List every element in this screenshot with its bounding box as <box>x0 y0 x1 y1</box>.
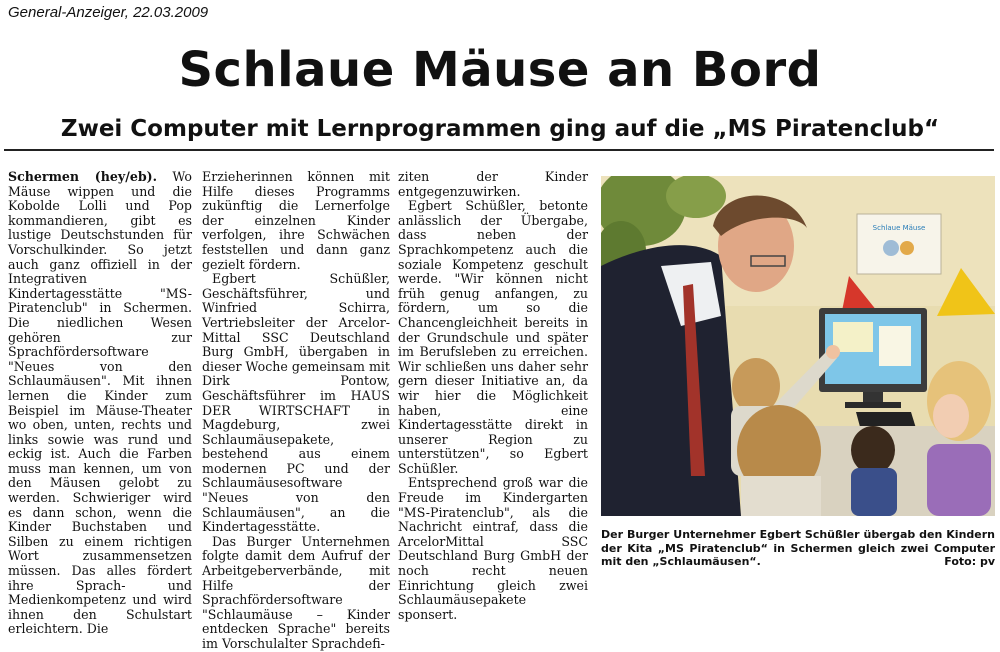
article-photo <box>601 176 995 516</box>
paragraph: Das Burger Unternehmen folgte damit dem Aufruf der Arbeitgeberverbände, mit Hilfe der Sprachfördersoftware "Schlaumäuse – Kinder entdecken Sprache" bereits im Vorschulalter Sprachdefi- <box>202 533 390 651</box>
poster <box>857 214 941 274</box>
child-boy <box>851 426 897 516</box>
divider <box>4 149 994 151</box>
article-column-2 <box>202 170 390 652</box>
photo-illustration <box>601 176 995 516</box>
paragraph: Egbert Schüßler, Geschäftsführer, und Winfried Schirra, Vertriebsleiter der Arcelor-Mittal SSC Deutschland Burg GmbH, übergaben in dieser Woche gemeinsam mit Dirk Pontow, Geschäftsführer im HAUS DER WIRTSCHAFT in Magdeburg, zwei Schlaumäusepakete, bestehend aus einem modernen PC und der Schlaumäusesoftware "Neues von den Schlaumäusen", an die Kindertagesstätte. <box>202 271 390 535</box>
photo-caption <box>601 528 995 569</box>
paragraph-text: Wo Mäuse wippen und die Kobolde Lolli und Pop kommandieren, gibt es lustige Deutschstunden für Vorschulkinder. So jetzt auch ganz offiziell in der Integrativen Kindertagesstätte "MS-Piratenclub" in Schermen. Die niedlichen Wesen gehören zur Sprachfördersoftware "Neues von den Schlaumäusen". Mit ihnen lernen die Kinder zum Beispiel im Mäuse-Theater wo oben, unten, rechts und links sowie was rund und eckig ist. Auch die Farben muss man kennen, um von den Mäusen gelobt zu werden. Schwieriger wird es dann schon, wenn die Kinder Buchstaben und Silben zu einem richtigen Wort zusammensetzen müssen. Das alles fördert ihre Sprach- und Medienkompetenz und wird ihnen den Schulstart erleichtern. Die <box>8 169 192 637</box>
article-column-3 <box>398 170 588 622</box>
source-line: General-Anzeiger, 22.03.2009 <box>8 4 209 21</box>
caption-text: Der Burger Unternehmer Egbert Schüßler übergab den Kindern der Kita „MS Piratenclub“ in Schermen gleich zwei Computer mit den „Schlaumäusen“. <box>601 528 995 568</box>
dateline: Schermen (hey/eb). <box>8 169 157 184</box>
headline: Schlaue Mäuse an Bord <box>178 42 822 98</box>
child-front <box>737 405 821 516</box>
paragraph <box>8 170 192 637</box>
article-column-1 <box>8 170 192 637</box>
paragraph: ziten der Kinder entgegenzuwirken. <box>398 169 588 199</box>
subheadline: Zwei Computer mit Lernprogrammen ging auf die „MS Piratenclub“ <box>60 116 940 142</box>
paragraph: Entsprechend groß war die Freude im Kindergarten "MS-Piratenclub", als die Nachricht eintraf, dass die ArcelorMittal SSC Deutschland Burg GmbH der noch recht neuen Einrichtung gleich zwei Schlaumäusepakete sponsert. <box>398 475 588 622</box>
paragraph: Egbert Schüßler, betonte anlässlich der Übergabe, dass neben der Sprachkompetenz auch die soziale Kompetenz geschult werde. "Wir können nicht früh genug anfangen, zu fördern, um so die Chancengleichheit bereits in der Grundschule und später im Berufsleben zu erreichen. Wir schließen uns daher sehr gern dieser Initiative an, da wir hier die Möglichkeit haben, eine Kindertagesstätte direkt in unserer Region zu unterstützen", so Egbert Schüßler. <box>398 198 588 476</box>
photo-credit: Foto: pv <box>944 555 995 568</box>
poster-text: Schlaue Mäuse <box>872 224 926 232</box>
paragraph: Erzieherinnen können mit Hilfe dieses Programms zukünftig die Lernerfolge der einzelnen Kinder verfolgen, ihre Schwächen feststellen und dann ganz gezielt fördern. <box>202 169 390 272</box>
